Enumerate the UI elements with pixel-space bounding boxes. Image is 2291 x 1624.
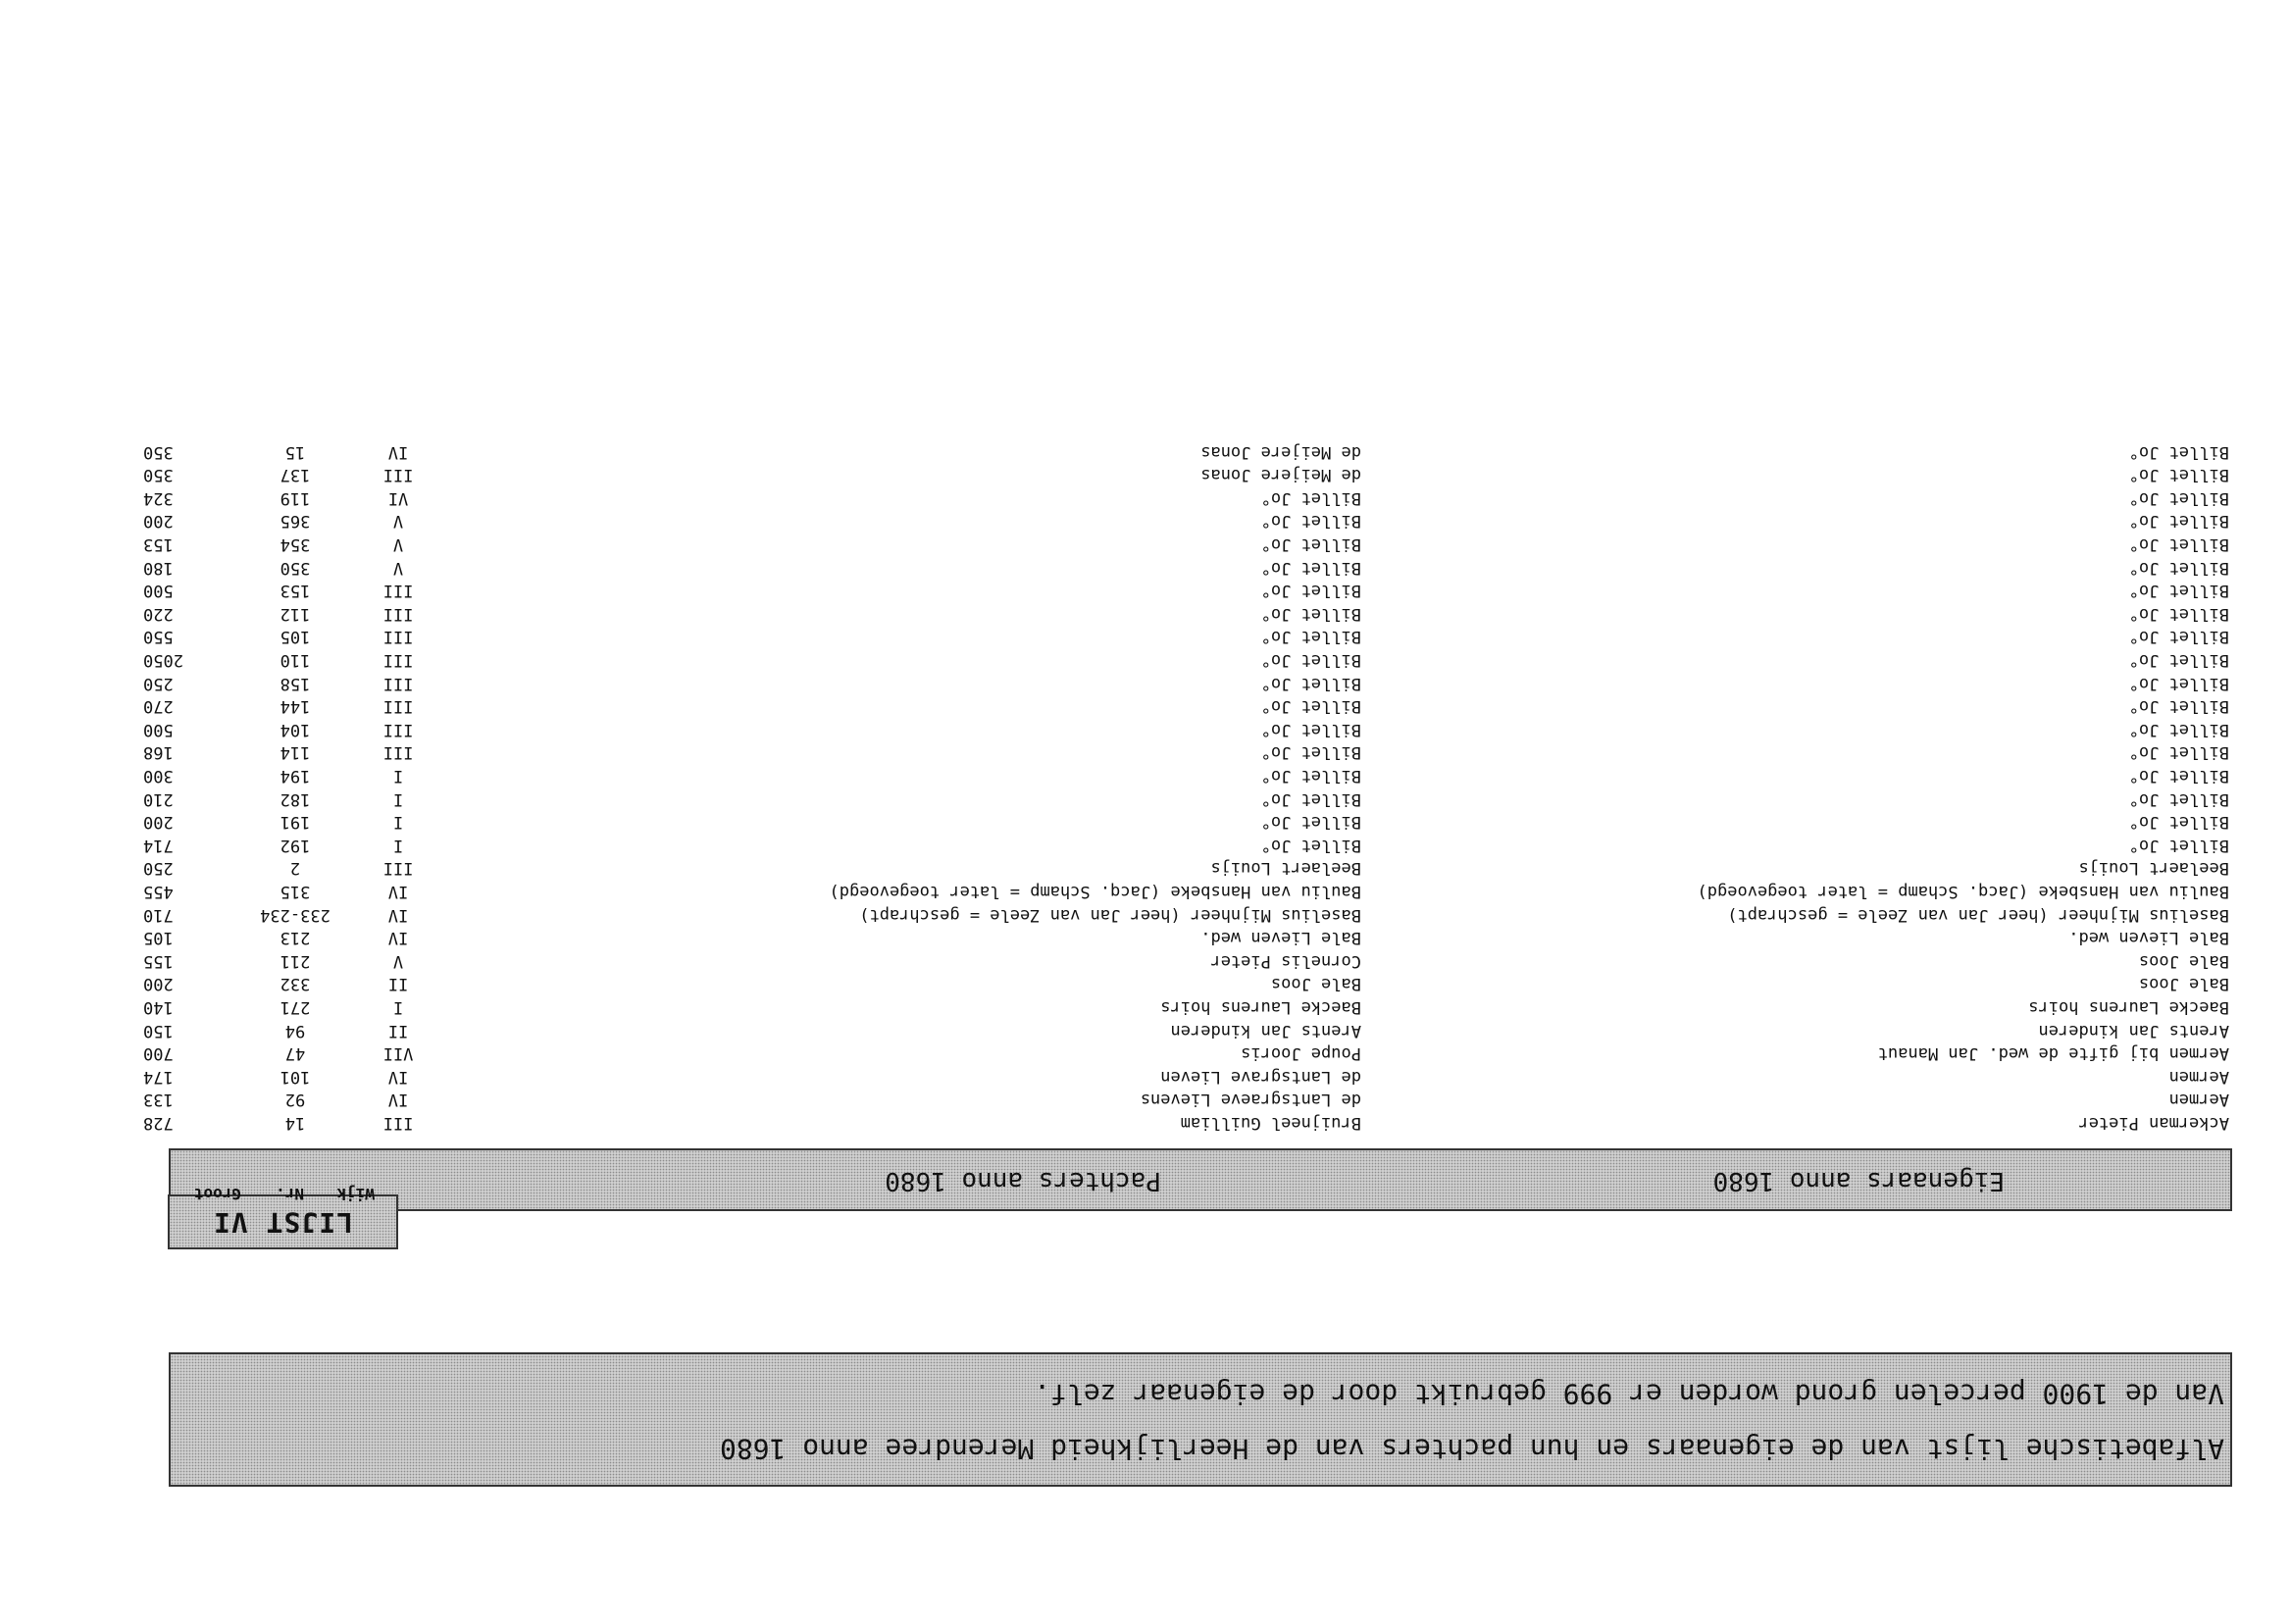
groot-cell: 168 [143,742,174,763]
groot-cell: 174 [143,1066,174,1087]
nr-cell: 182 [280,788,311,809]
nr-cell: 211 [280,950,311,971]
tenant-cell: Billet Jo° [1260,742,1361,763]
wijk-cell: V [392,950,404,971]
wijk-cell: I [392,997,404,1017]
tenant-cell: Billet Jo° [1260,627,1361,647]
tenant-cell: Billet Jo° [1260,719,1361,739]
owner-cell: Bale Joos [2138,950,2229,971]
nr-cell: 354 [280,534,311,554]
owner-cell: Billet Jo° [2128,534,2229,554]
groot-cell: 200 [143,511,174,532]
groot-cell: 2050 [143,650,183,670]
wijk-cell: IV [387,882,409,901]
owner-cell: Billet Jo° [2128,742,2229,763]
tenant-cell: Arents Jan kinderen [1170,1020,1361,1040]
owner-cell: Billet Jo° [2128,835,2229,855]
nr-cell: 191 [280,812,311,833]
nr-cell: 194 [280,766,311,786]
tenant-cell: Baecke Laurens hoirs [1160,997,1361,1017]
owner-cell: Aermen [2168,1066,2229,1087]
groot-cell: 324 [143,487,174,508]
wijk-cell: III [382,858,414,879]
wijk-cell: I [392,812,404,833]
wijk-cell: III [382,1113,414,1133]
tenant-cell: Billet Jo° [1260,673,1361,693]
owner-cell: Billet Jo° [2128,511,2229,532]
nr-cell: 92 [284,1090,306,1110]
parcel-header [167,1180,398,1203]
wijk-cell: V [392,557,404,578]
header-tenants: Pachters anno 1680 [885,1166,1161,1195]
tenant-cell: de Meijere Jonas [1200,441,1361,462]
groot-cell: 714 [143,835,174,855]
wijk-cell: I [392,766,404,786]
owner-cell: Billet Jo° [2128,603,2229,624]
owner-cell: Billet Jo° [2128,557,2229,578]
header-wijk: Wijk [336,1185,375,1203]
wijk-cell: I [392,788,404,809]
nr-cell: 101 [280,1066,311,1087]
table-row [0,431,2291,463]
groot-cell: 200 [143,974,174,994]
tenant-cell: Billet Jo° [1260,812,1361,833]
owner-cell: Aermen bij gifte de wed. Jan Manaut [1877,1043,2229,1064]
groot-cell: 220 [143,603,174,624]
wijk-cell: III [382,650,414,670]
tenant-cell: Billet Jo° [1260,835,1361,855]
groot-cell: 153 [143,534,174,554]
wijk-cell: III [382,581,414,601]
groot-cell: 270 [143,696,174,717]
groot-cell: 200 [143,812,174,833]
owner-cell: Arents Jan kinderen [2038,1020,2229,1040]
groot-cell: 710 [143,904,174,925]
groot-cell: 300 [143,766,174,786]
tenant-cell: Beelaert Louijs [1210,858,1361,879]
groot-cell: 550 [143,627,174,647]
owner-cell: Billet Jo° [2128,696,2229,717]
tenant-cell: Bale Joos [1270,974,1361,994]
owner-cell: Aermen [2168,1090,2229,1110]
nr-cell: 233-234 [260,904,331,925]
nr-cell: 137 [280,465,311,485]
wijk-cell: III [382,673,414,693]
header-groot: Groot [193,1185,241,1203]
groot-cell: 210 [143,788,174,809]
nr-cell: 114 [280,742,311,763]
tenant-cell: Billet Jo° [1260,581,1361,601]
groot-cell: 140 [143,997,174,1017]
nr-cell: 119 [280,487,311,508]
nr-cell: 104 [280,719,311,739]
header-owners: Eigenaars anno 1680 [1712,1166,2005,1195]
wijk-cell: I [392,835,404,855]
groot-cell: 250 [143,858,174,879]
groot-cell: 155 [143,950,174,971]
nr-cell: 2 [289,858,301,879]
owner-cell: Ackerman Pieter [2078,1113,2229,1133]
nr-cell: 110 [280,650,311,670]
nr-cell: 315 [280,882,311,901]
nr-cell: 158 [280,673,311,693]
tenant-cell: Billet Jo° [1260,557,1361,578]
groot-cell: 728 [143,1113,174,1133]
tenant-cell: Billet Jo° [1260,696,1361,717]
tenant-cell: Billet Jo° [1260,534,1361,554]
owner-cell: Billet Jo° [2128,487,2229,508]
wijk-cell: III [382,696,414,717]
tenant-cell: de Meijere Jonas [1200,465,1361,485]
wijk-cell: III [382,742,414,763]
groot-cell: 250 [143,673,174,693]
header-nr: Nr. [276,1185,304,1203]
wijk-cell: III [382,719,414,739]
owner-cell: Billet Jo° [2128,673,2229,693]
nr-cell: 365 [280,511,311,532]
groot-cell: 500 [143,719,174,739]
nr-cell: 350 [280,557,311,578]
intro-banner [169,1352,2232,1487]
wijk-cell: IV [387,904,409,925]
tenant-cell: Bale Lieven wed. [1200,928,1361,948]
groot-cell: 105 [143,928,174,948]
owner-cell: Billet Jo° [2128,650,2229,670]
nr-cell: 332 [280,974,311,994]
wijk-cell: V [392,511,404,532]
wijk-cell: VII [382,1043,414,1064]
owner-cell: Billet Jo° [2128,465,2229,485]
tenant-cell: de Lantsgraeve Lievens [1140,1090,1361,1110]
tenant-cell: Billet Jo° [1260,650,1361,670]
nr-cell: 192 [280,835,311,855]
owner-cell: Billet Jo° [2128,788,2229,809]
owner-cell: Billet Jo° [2128,766,2229,786]
owner-cell: Bauliu van Hansbeke (Jacq. Schamp = later toegevoegd) [1697,882,2229,901]
owner-cell: Billet Jo° [2128,441,2229,462]
groot-cell: 180 [143,557,174,578]
wijk-cell: V [392,534,404,554]
column-header-bar [169,1148,2232,1211]
nr-cell: 112 [280,603,311,624]
owner-cell: Bale Joos [2138,974,2229,994]
tenant-cell: Bauliu van Hansbeke (Jacq. Schamp = later toegevoegd) [829,882,1361,901]
groot-cell: 350 [143,441,174,462]
groot-cell: 350 [143,465,174,485]
nr-cell: 15 [284,441,306,462]
nr-cell: 14 [284,1113,306,1133]
tenant-cell: Billet Jo° [1260,511,1361,532]
owner-cell: Baecke Laurens hoirs [2028,997,2229,1017]
intro-subtitle: Van de 1900 percelen grond worden er 999 gebruikt door de eigenaar zelf. [1034,1378,2224,1410]
tenant-cell: Poupe Jooris [1241,1043,1361,1064]
tenant-cell: Cornelis Pieter [1210,950,1361,971]
wijk-cell: VI [387,487,409,508]
tenant-cell: Billet Jo° [1260,603,1361,624]
wijk-cell: II [387,1020,409,1040]
wijk-cell: III [382,603,414,624]
wijk-cell: IV [387,928,409,948]
nr-cell: 47 [284,1043,306,1064]
nr-cell: 105 [280,627,311,647]
tenant-cell: Bruijneel Guilliam [1180,1113,1361,1133]
groot-cell: 133 [143,1090,174,1110]
wijk-cell: III [382,627,414,647]
owner-cell: Bale Lieven wed. [2068,928,2229,948]
groot-cell: 500 [143,581,174,601]
tenant-cell: Billet Jo° [1260,788,1361,809]
owner-cell: Baselius Mijnheer (heer Jan van Zeele = geschrapt) [1727,904,2229,925]
nr-cell: 271 [280,997,311,1017]
owner-cell: Billet Jo° [2128,581,2229,601]
tenant-cell: Baselius Mijnheer (heer Jan van Zeele = geschrapt) [859,904,1361,925]
groot-cell: 700 [143,1043,174,1064]
tenant-cell: de Lantsgrave Lieven [1160,1066,1361,1087]
nr-cell: 144 [280,696,311,717]
owner-cell: Billet Jo° [2128,627,2229,647]
nr-cell: 94 [284,1020,306,1040]
groot-cell: 150 [143,1020,174,1040]
wijk-cell: IV [387,1066,409,1087]
wijk-cell: IV [387,441,409,462]
owner-cell: Billet Jo° [2128,719,2229,739]
tenant-cell: Billet Jo° [1260,766,1361,786]
wijk-cell: IV [387,1090,409,1110]
intro-title: Alfabetische lijst van de eigenaars en hun pachters van de Heerlijkheid Merendree anno 1680 [719,1433,2224,1465]
nr-cell: 213 [280,928,311,948]
nr-cell: 153 [280,581,311,601]
list-title: LIJST VI [213,1206,353,1239]
groot-cell: 455 [143,882,174,901]
tenant-cell: Billet Jo° [1260,487,1361,508]
owner-cell: Beelaert Louijs [2078,858,2229,879]
owner-cell: Billet Jo° [2128,812,2229,833]
wijk-cell: III [382,465,414,485]
wijk-cell: II [387,974,409,994]
